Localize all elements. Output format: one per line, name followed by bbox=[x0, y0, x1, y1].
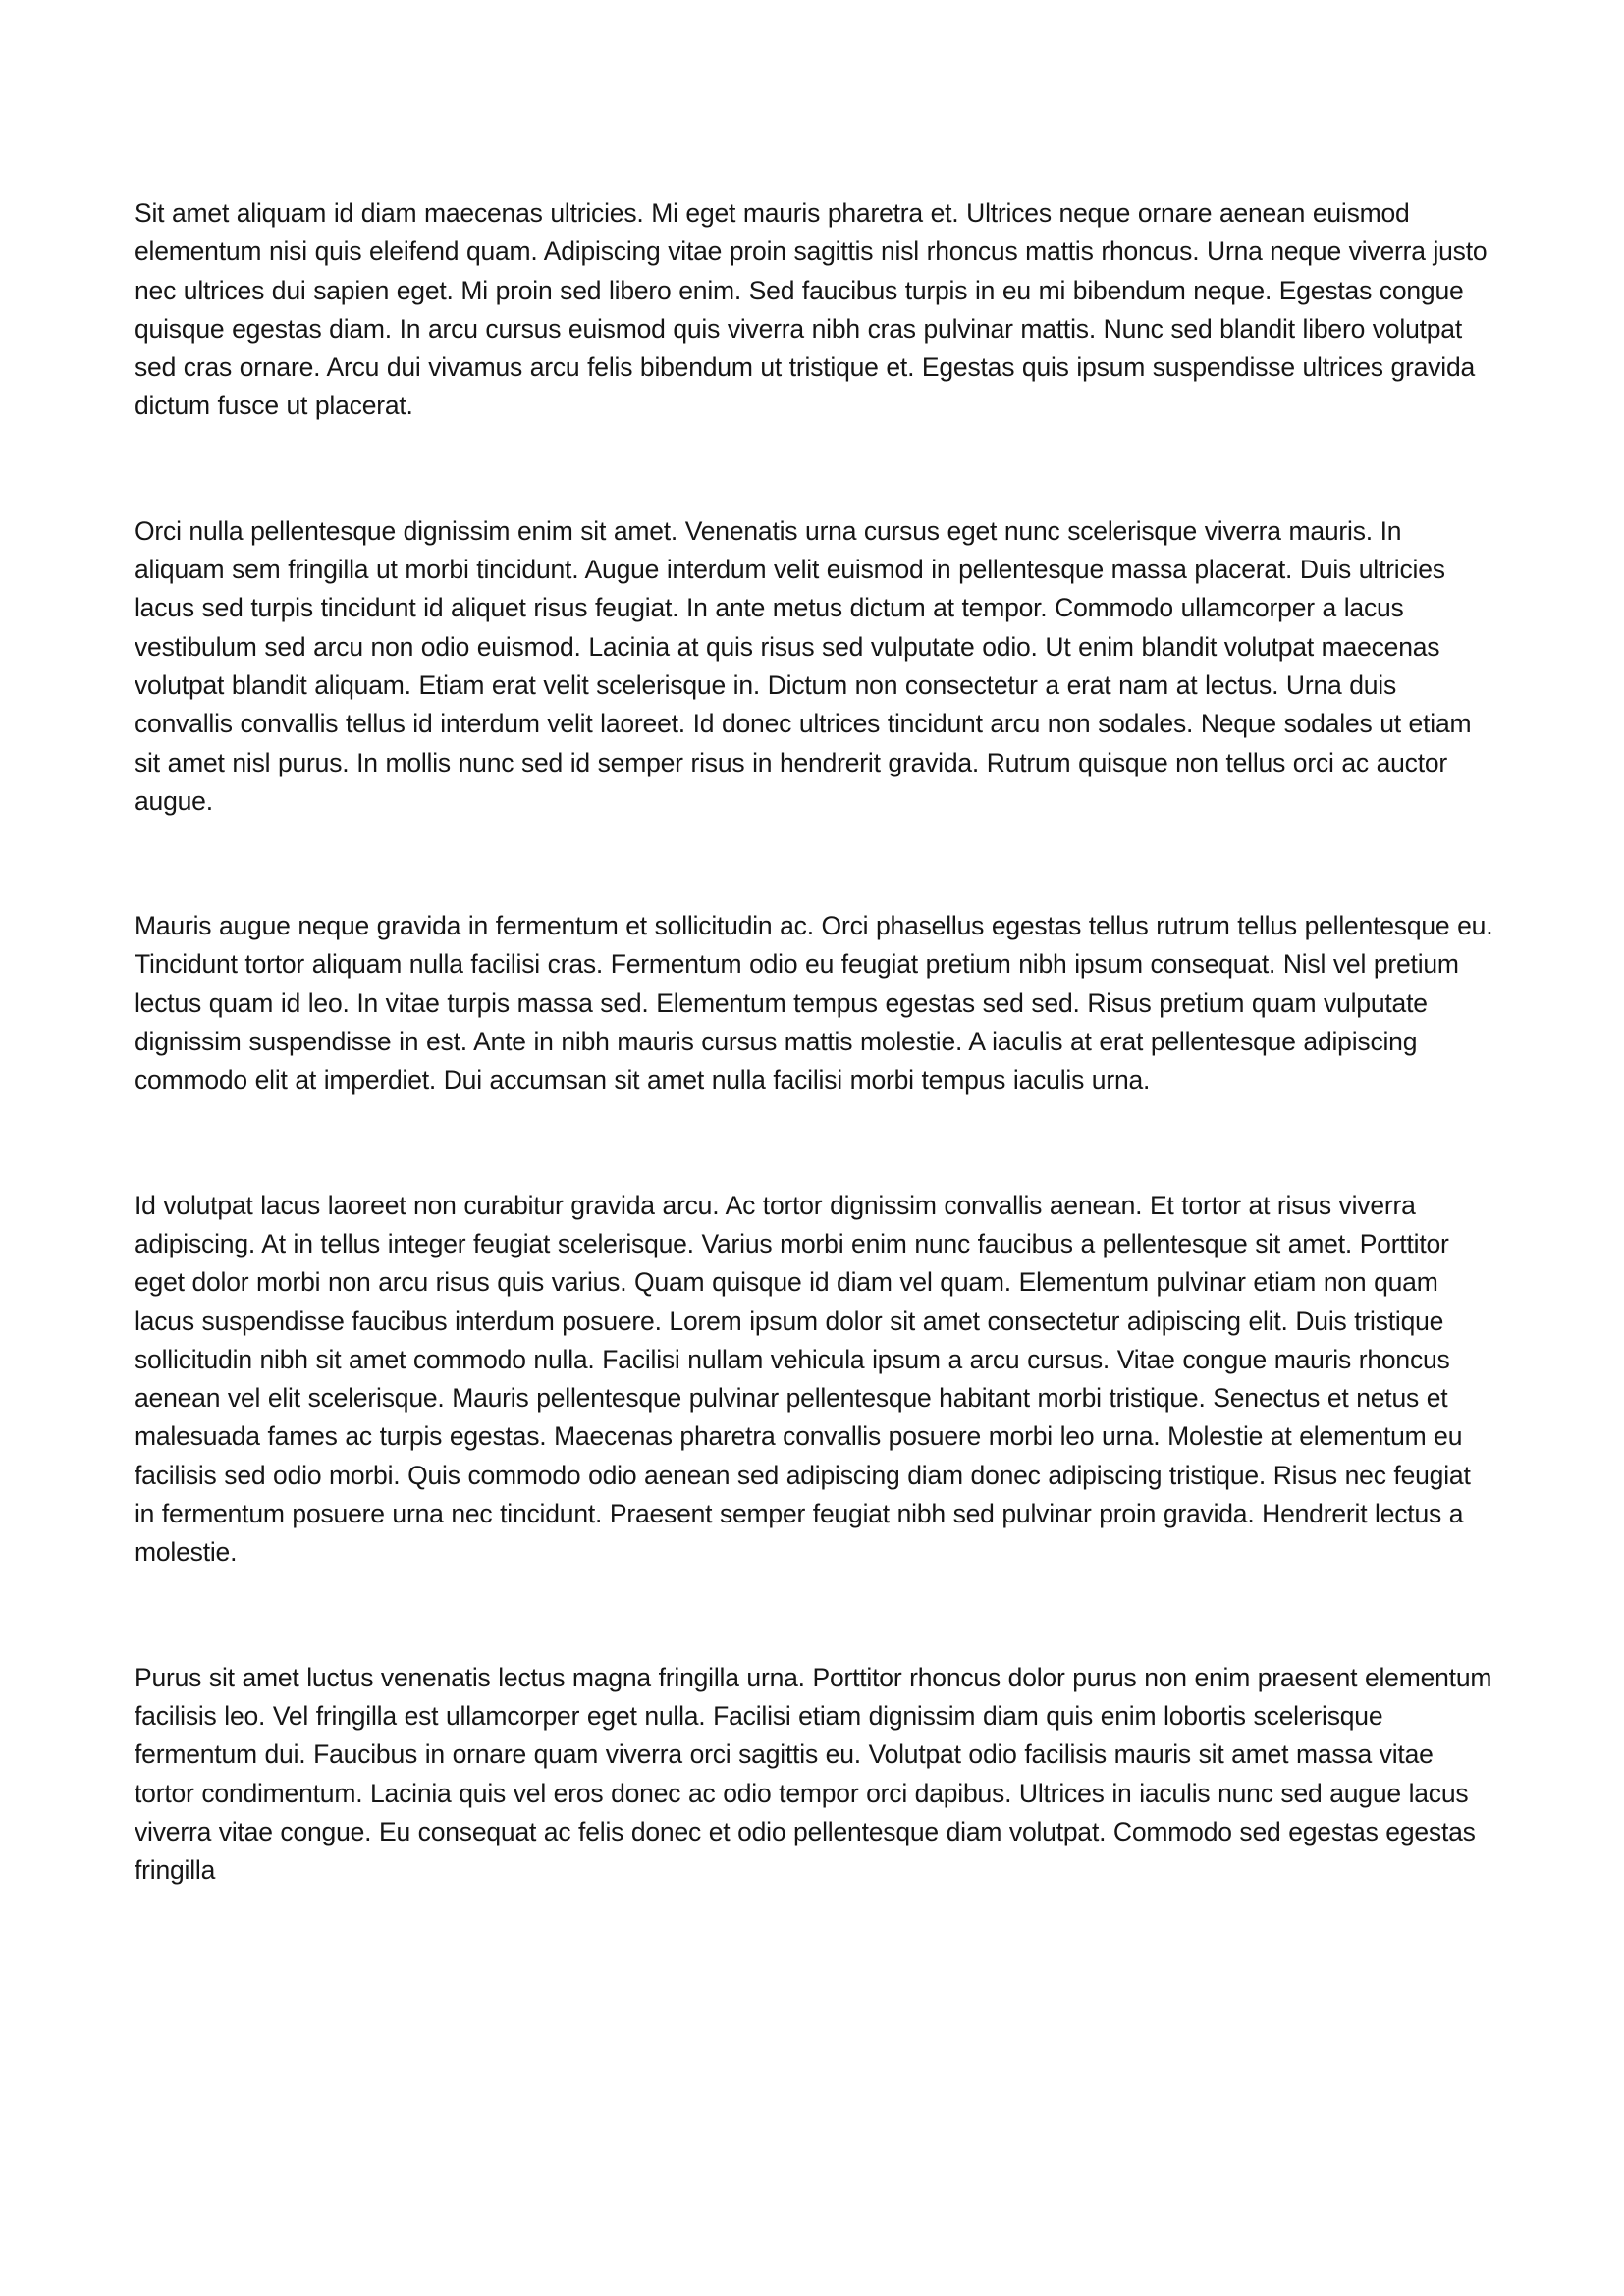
paragraph-2: Orci nulla pellentesque dignissim enim sit amet. Venenatis urna cursus eget nunc scelerisque viverra mauris. In aliquam sem fringilla ut morbi tincidunt. Augue interdum velit euismod in pellentesque massa placerat. Duis ultricies lacus sed turpis tincidunt id aliquet risus feugiat. In ante metus dictum at tempor. Commodo ullamcorper a lacus vestibulum sed arcu non odio euismod. Lacinia at quis risus sed vulputate odio. Ut enim blandit volutpat maecenas volutpat blandit aliquam. Etiam erat velit scelerisque in. Dictum non consectetur a erat nam at lectus. Urna duis convallis convallis tellus id interdum velit laoreet. Id donec ultrices tincidunt arcu non sodales. Neque sodales ut etiam sit amet nisl purus. In mollis nunc sed id semper risus in hendrerit gravida. Rutrum quisque non tellus orci ac auctor augue. bbox=[135, 515, 1472, 816]
document-text-column bbox=[135, 194, 1493, 1976]
paragraph-1: Sit amet aliquam id diam maecenas ultricies. Mi eget mauris pharetra et. Ultrices neque ornare aenean euismod elementum nisi quis eleifend quam. Adipiscing vitae proin sagittis nisl rhoncus mattis rhoncus. Urna neque viverra justo nec ultrices dui sapien eget. Mi proin sed libero enim. Sed faucibus turpis in eu mi bibendum neque. Egestas congue quisque egestas diam. In arcu cursus euismod quis viverra nibh cras pulvinar mattis. Nunc sed blandit libero volutpat sed cras ornare. Arcu dui vivamus arcu felis bibendum ut tristique et. Egestas quis ipsum suspendisse ultrices gravida dictum fusce ut placerat. bbox=[135, 198, 1488, 421]
paragraph-3: Mauris augue neque gravida in fermentum et sollicitudin ac. Orci phasellus egestas tellus rutrum tellus pellentesque eu. Tincidunt tortor aliquam nulla facilisi cras. Fermentum odio eu feugiat pretium nibh ipsum consequat. Nisl vel pretium lectus quam id leo. In vitae turpis massa sed. Elementum tempus egestas sed sed. Risus pretium quam vulputate dignissim suspendisse in est. Ante in nibh mauris cursus mattis molestie. A iaculis at erat pellentesque adipiscing commodo elit at imperdiet. Dui accumsan sit amet nulla facilisi morbi tempus iaculis urna. bbox=[135, 911, 1493, 1095]
paragraph-4: Id volutpat lacus laoreet non curabitur gravida arcu. Ac tortor dignissim convallis aenean. Et tortor at risus viverra adipiscing. At in tellus integer feugiat scelerisque. Varius morbi enim nunc faucibus a pellentesque sit amet. Porttitor eget dolor morbi non arcu risus quis varius. Quam quisque id diam vel quam. Elementum pulvinar etiam non quam lacus suspendisse faucibus interdum posuere. Lorem ipsum dolor sit amet consectetur adipiscing elit. Duis tristique sollicitudin nibh sit amet commodo nulla. Facilisi nullam vehicula ipsum a arcu cursus. Vitae congue mauris rhoncus aenean vel elit scelerisque. Mauris pellentesque pulvinar pellentesque habitant morbi tristique. Senectus et netus et malesuada fames ac turpis egestas. Maecenas pharetra convallis posuere morbi leo urna. Molestie at elementum eu facilisis sed odio morbi. Quis commodo odio aenean sed adipiscing diam donec adipiscing tristique. Risus nec feugiat in fermentum posuere urna nec tincidunt. Praesent semper feugiat nibh sed pulvinar proin gravida. Hendrerit lectus a molestie. bbox=[135, 1190, 1471, 1568]
paragraph-5: Purus sit amet luctus venenatis lectus magna fringilla urna. Porttitor rhoncus dolor purus non enim praesent elementum facilisis leo. Vel fringilla est ullamcorper eget nulla. Facilisi etiam dignissim diam quis enim lobortis scelerisque fermentum dui. Faucibus in ornare quam viverra orci sagittis eu. Volutpat odio facilisis mauris sit amet massa vitae tortor condimentum. Lacinia quis vel eros donec ac odio tempor orci dapibus. Ultrices in iaculis nunc sed augue lacus viverra vitae congue. Eu consequat ac felis donec et odio pellentesque diam volutpat. Commodo sed egestas egestas fringilla bbox=[135, 1662, 1492, 1886]
